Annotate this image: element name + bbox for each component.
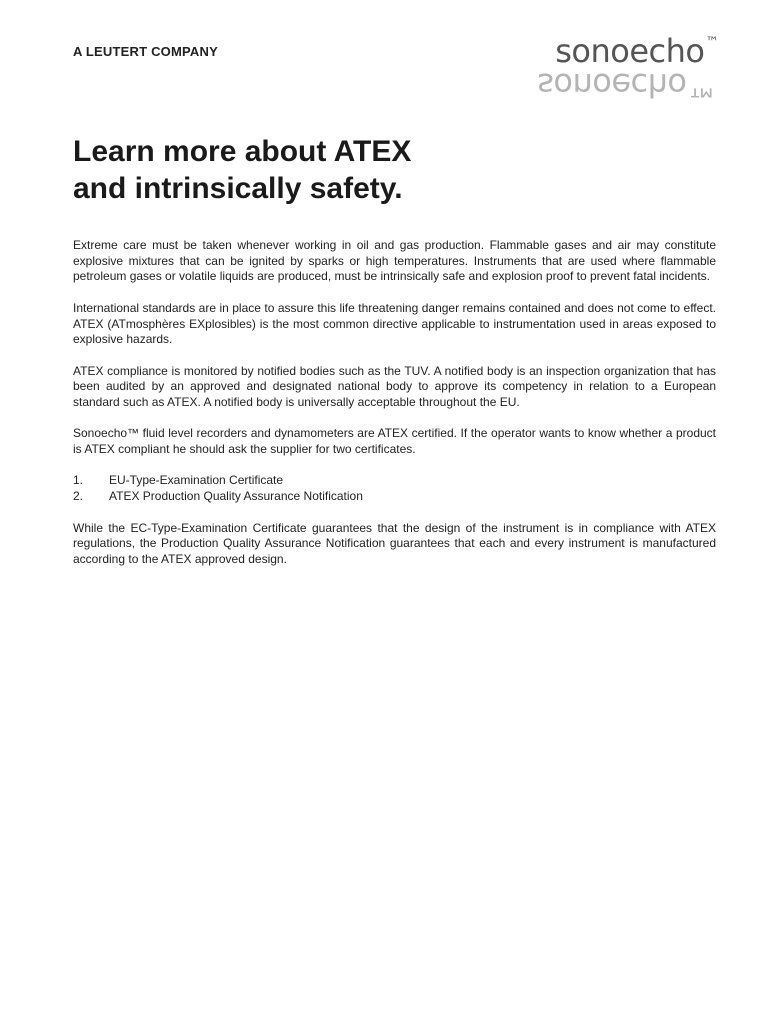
paragraph-intro: Extreme care must be taken whenever working in oil and gas production. Flammable gases and air may constitute explosive mixtures that can be ignited by sparks or high temperatures. Instruments that are used where flammable petroleum gases or volatile liquids are produced, must be intrinsically safe and explosion proof to prevent fatal incidents. <box>73 238 716 284</box>
logo-trademark: ™ <box>705 35 718 50</box>
list-item <box>73 489 716 505</box>
list-item-number: 1. <box>73 473 84 488</box>
list-item-text: EU-Type-Examination Certificate <box>109 473 284 488</box>
document-body <box>73 238 716 583</box>
title-line-2: and intrinsically safety. <box>73 172 403 205</box>
logo-reflection: sonoecho™ <box>537 66 718 104</box>
sonoecho-logo <box>528 24 718 104</box>
certificate-list <box>73 473 716 504</box>
list-item-number: 2. <box>73 489 84 504</box>
title-line-1: Learn more about ATEX <box>73 135 412 168</box>
paragraph-sonoecho: Sonoecho™ fluid level recorders and dynamometers are ATEX certified. If the operator wants to know whether a product is ATEX compliant he should ask the supplier for two certificates. <box>73 426 716 457</box>
logo-word-text: sonoecho <box>555 32 705 70</box>
paragraph-compliance: ATEX compliance is monitored by notified bodies such as the TUV. A notified body is an inspection organization that has been audited by an approved and designated national body to approve its competency in relation to a European standard such as ATEX. A notified body is universally acceptable throughout the EU. <box>73 363 716 409</box>
logo-wordmark <box>528 24 718 70</box>
paragraph-standards: International standards are in place to assure this life threatening danger remains contained and does not come to effect. ATEX (ATmosphères EXplosibles) is the most common directive applicable to instrumentation used in areas exposed to explosive hazards. <box>73 300 716 347</box>
company-tagline: A LEUTERT COMPANY <box>73 44 218 59</box>
list-item <box>73 473 716 489</box>
paragraph-closing: While the EC-Type-Examination Certificate guarantees that the design of the instrument is in compliance with ATEX regulations, the Production Quality Assurance Notification guarantees that each and every instrument is manufactured according to the ATEX approved design. <box>73 520 716 566</box>
list-item-text: ATEX Production Quality Assurance Notification <box>109 489 363 504</box>
page-title <box>73 133 693 207</box>
